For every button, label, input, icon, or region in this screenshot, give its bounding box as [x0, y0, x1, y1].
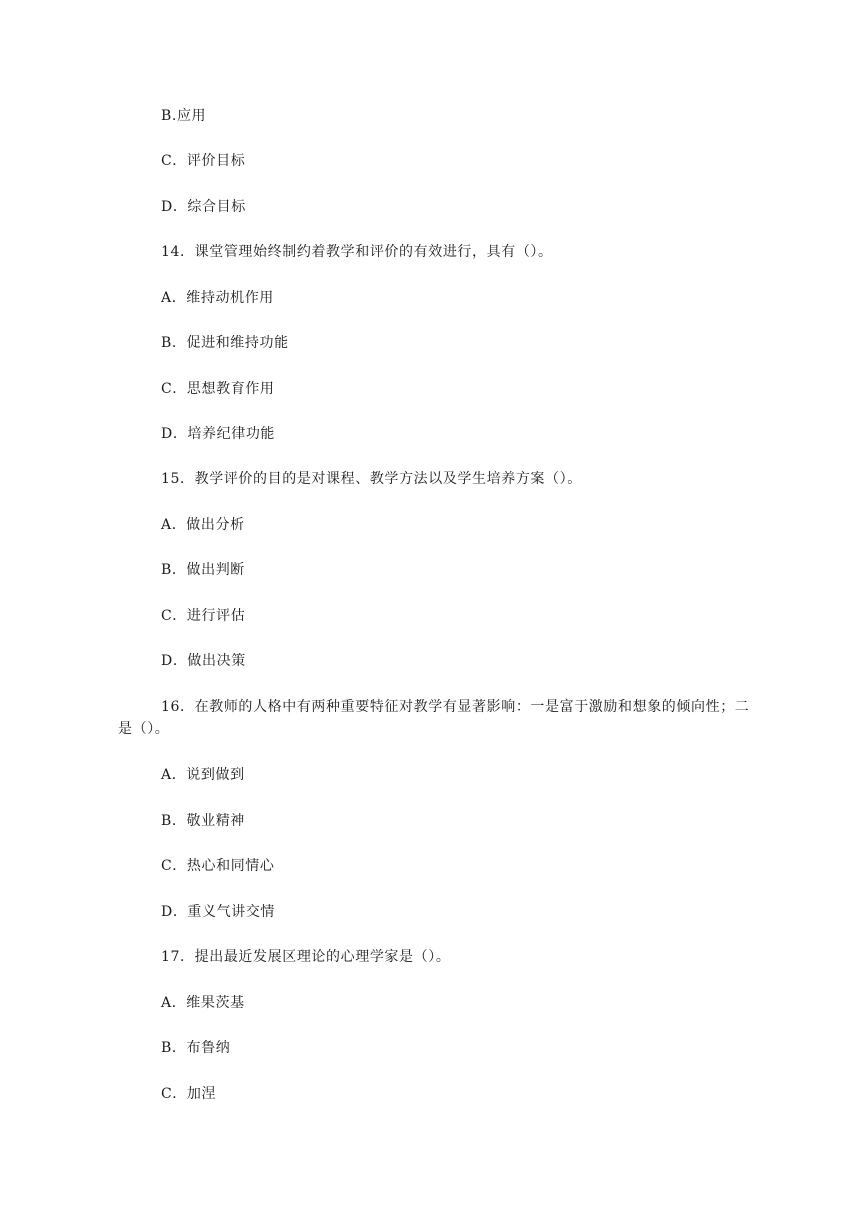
option-d-synthesis-goal: D．综合目标 — [161, 199, 246, 215]
question-16-option-a: A．说到做到 — [161, 767, 245, 783]
question-15: 15．教学评价的目的是对课程、教学方法以及学生培养方案（）。 — [161, 471, 582, 487]
question-15-option-d: D．做出决策 — [161, 653, 246, 669]
question-16: 16．在教师的人格中有两种重要特征对教学有显著影响：一是富于激励和想象的倾向性；二是（）。 — [118, 699, 750, 737]
question-16-option-d: D．重义气讲交情 — [161, 904, 276, 920]
question-17-option-b: B．布鲁纳 — [161, 1040, 231, 1056]
question-16-option-c: C．热心和同情心 — [161, 858, 275, 874]
question-14-option-d: D．培养纪律功能 — [161, 426, 276, 442]
question-14: 14．课堂管理始终制约着教学和评价的有效进行，具有（）。 — [161, 244, 553, 260]
question-16-option-b: B．敬业精神 — [161, 813, 245, 829]
question-17-option-c: C．加涅 — [161, 1086, 217, 1102]
question-17-option-a: A．维果茨基 — [161, 995, 245, 1011]
question-14-option-a: A．维持动机作用 — [161, 290, 274, 306]
question-17: 17．提出最近发展区理论的心理学家是（）。 — [161, 949, 451, 965]
question-15-option-c: C．进行评估 — [161, 608, 246, 624]
question-14-option-c: C．思想教育作用 — [161, 381, 275, 397]
question-15-option-a: A．做出分析 — [161, 517, 245, 533]
option-c-evaluation-goal: C．评价目标 — [161, 153, 246, 169]
option-b-apply: B.应用 — [161, 108, 207, 124]
question-15-option-b: B．做出判断 — [161, 562, 245, 578]
question-14-option-b: B．促进和维持功能 — [161, 335, 289, 351]
